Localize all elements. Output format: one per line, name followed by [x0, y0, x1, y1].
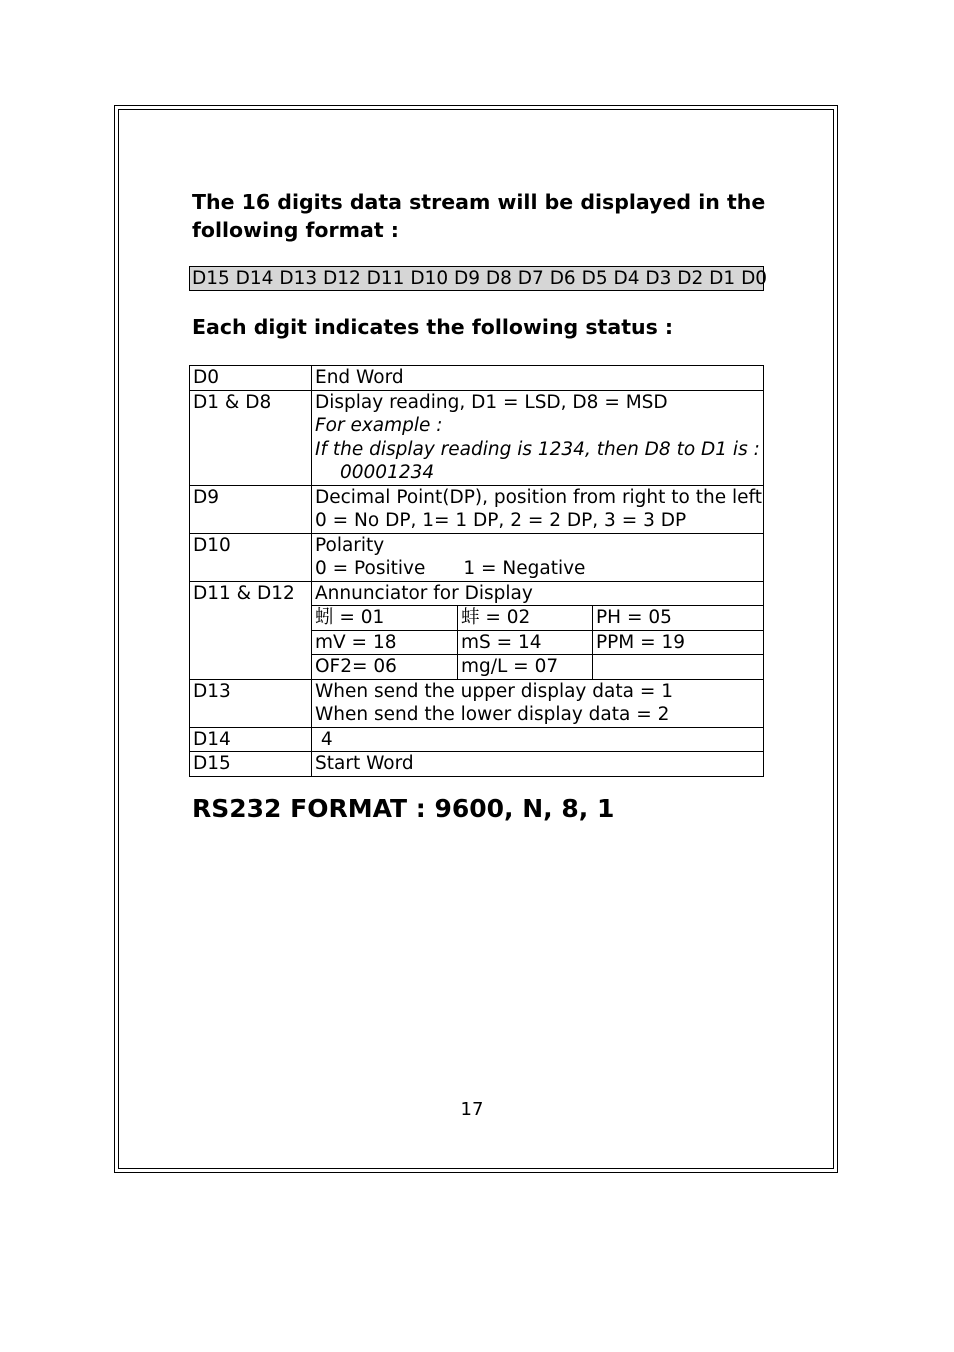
description-line: When send the upper display data = 1 — [315, 680, 673, 702]
digit-cell: D0 — [190, 366, 312, 391]
table-row — [190, 727, 764, 752]
annunciator-cell: mg/L = 07 — [458, 655, 593, 680]
description-cell — [312, 485, 764, 533]
annunciator-cell: OF2= 06 — [312, 655, 458, 680]
annunciator-cell: PPM = 19 — [593, 630, 764, 655]
positive-value: 0 = Positive — [315, 558, 426, 579]
description-cell: Start Word — [312, 752, 764, 777]
description-line: Polarity — [315, 534, 385, 556]
negative-value: 1 = Negative — [463, 558, 586, 579]
digit-cell: D1 & D8 — [190, 390, 312, 485]
annunciator-cell: PH = 05 — [593, 606, 764, 631]
description-line: When send the lower display data = 2 — [315, 704, 670, 725]
example-text: If the display reading is 1234, then D8 to D1 is : — [315, 438, 760, 460]
digit-cell: D11 & D12 — [190, 581, 312, 679]
digit-cell: D10 — [190, 533, 312, 581]
digit-cell: D14 — [190, 727, 312, 752]
description-cell — [312, 390, 764, 485]
description-cell — [312, 679, 764, 727]
description-line: Decimal Point(DP), position from right to the left — [315, 486, 762, 508]
data-stream-heading: The 16 digits data stream will be displayed in the following format : — [192, 190, 766, 242]
description-cell — [312, 533, 764, 581]
table-row — [190, 390, 764, 485]
digit-status-table — [189, 365, 764, 777]
annunciator-cell: mV = 18 — [312, 630, 458, 655]
table-row — [190, 485, 764, 533]
digit-cell: D15 — [190, 752, 312, 777]
annunciator-cell: 蚓 = 01 — [312, 606, 458, 631]
description-line: 0 = No DP, 1= 1 DP, 2 = 2 DP, 3 = 3 DP — [315, 510, 687, 531]
page-number: 17 — [460, 1099, 484, 1120]
polarity-values — [315, 557, 763, 581]
description-cell: 4 — [312, 727, 764, 752]
description-line: Display reading, D1 = LSD, D8 = MSD — [315, 391, 668, 413]
example-value: 00001234 — [340, 462, 435, 483]
data-stream-format: D15 D14 D13 D12 D11 D10 D9 D8 D7 D6 D5 D4 D3 D2 D1 D0 — [189, 266, 764, 291]
annunciator-cell: 蚌 = 02 — [458, 606, 593, 631]
status-heading: Each digit indicates the following status : — [192, 315, 674, 339]
digit-cell: D9 — [190, 485, 312, 533]
description-cell: Annunciator for Display — [312, 581, 764, 606]
digit-cell: D13 — [190, 679, 312, 727]
table-row — [190, 679, 764, 727]
description-cell: End Word — [312, 366, 764, 391]
example-label: For example : — [315, 415, 443, 436]
table-row — [190, 581, 764, 606]
annunciator-cell: mS = 14 — [458, 630, 593, 655]
table-row — [190, 366, 764, 391]
table-row — [190, 752, 764, 777]
annunciator-cell — [593, 655, 764, 680]
table-row — [190, 533, 764, 581]
rs232-format-heading: RS232 FORMAT : 9600, N, 8, 1 — [192, 794, 615, 823]
